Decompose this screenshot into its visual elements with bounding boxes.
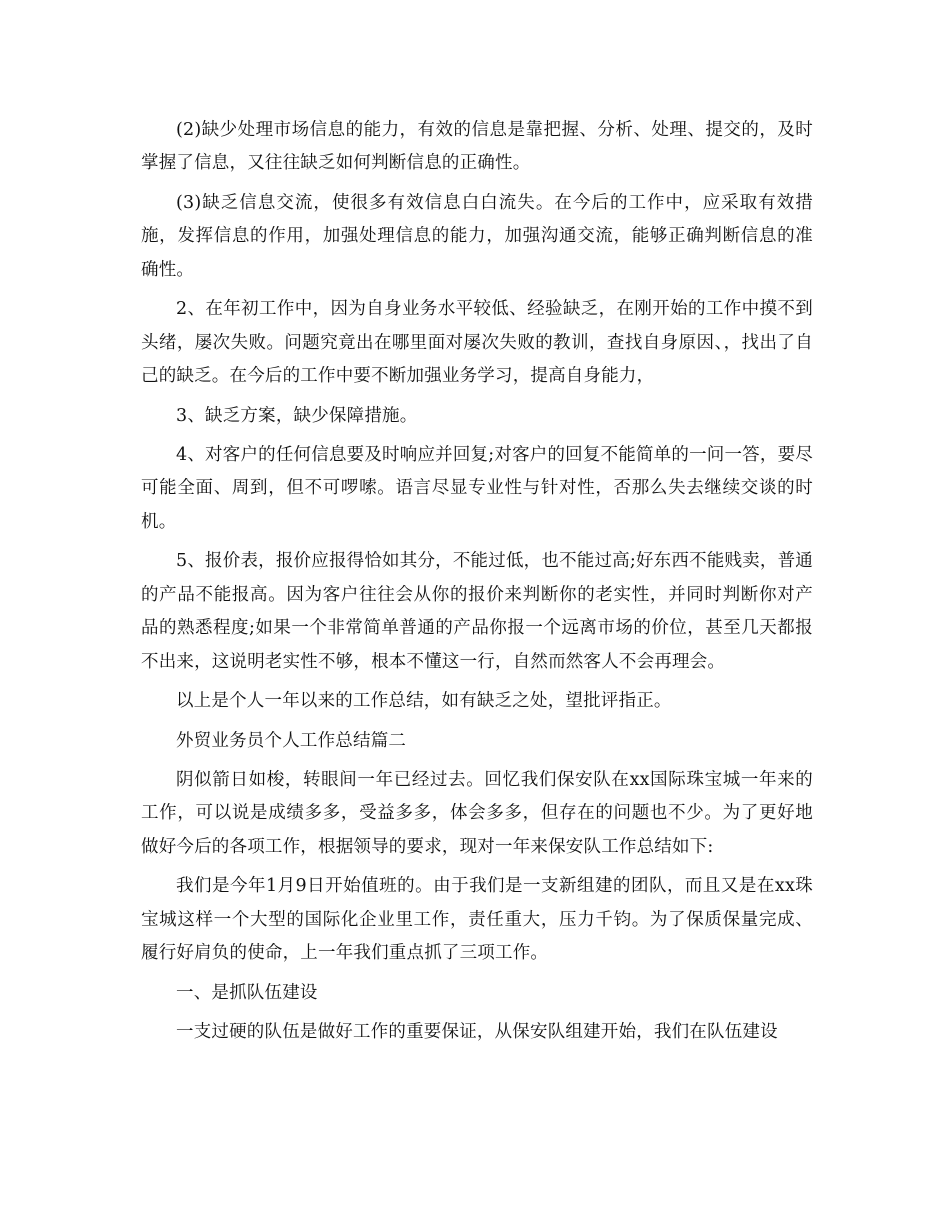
paragraph-item-2: 2、在年初工作中，因为自身业务水平较低、经验缺乏，在刚开始的工作中摸不到头绪，屡次失败。问题究竟出在哪里面对屡次失败的教训，查找自身原因、，找出了自己的缺乏。在今后的工作中要不断加强业务学习，提高自身能力，: [141, 299, 813, 387]
paragraph-closing: 以上是个人一年以来的工作总结，如有缺乏之处，望批评指正。: [176, 691, 672, 712]
heading-team-building: 一、是抓队伍建设: [176, 982, 318, 1003]
paragraph-intro: 阴似箭日如梭，转眼间一年已经过去。回忆我们保安队在xx国际珠宝城一年来的工作，可以说是成绩多多，受益多多，体会多多，但存在的问题也不少。为了更好地做好今后的各项工作，根据领导的要求，现对一年来保安队工作总结如下:: [141, 770, 813, 857]
paragraph-item-3: 3、缺乏方案，缺少保障措施。: [176, 405, 418, 426]
paragraph-weakness-3: (3)缺乏信息交流，使很多有效信息白白流失。在今后的工作中，应采取有效措施，发挥信息的作用，加强处理信息的能力，加强沟通交流，能够正确判断信息的准确性。: [141, 192, 813, 280]
paragraph-item-4: 4、对客户的任何信息要及时响应并回复;对客户的回复不能简单的一问一答，要尽可能全面、周到，但不可啰嗦。语言尽显专业性与针对性，否那么失去继续交谈的时机。: [141, 445, 813, 532]
section-title-part-two: 外贸业务员个人工作总结篇二: [176, 730, 407, 751]
paragraph-weakness-2: (2)缺少处理市场信息的能力，有效的信息是靠把握、分析、处理、提交的，及时掌握了信息，又往往缺乏如何判断信息的正确性。: [141, 120, 813, 174]
paragraph-start-date: 我们是今年1月9日开始值班的。由于我们是一支新组建的团队，而且又是在xx珠宝城这样一个大型的国际化企业里工作，责任重大，压力千钧。为了保质保量完成、履行好肩负的使命，上一年我们重点抓了三项工作。: [141, 876, 813, 964]
document-body: [141, 114, 813, 1056]
paragraph-item-5: 5、报价表，报价应报得恰如其分，不能过低，也不能过高;好东西不能贱卖，普通的产品不能报高。因为客户往往会从你的报价来判断你的老实性，并同时判断你对产品的熟悉程度;如果一个非常简单普通的产品你报一个远离市场的价位，甚至几天都报不出来，这说明老实性不够，根本不懂这一行，自然而然客人不会再理会。: [141, 551, 813, 672]
paragraph-team-building: 一支过硬的队伍是做好工作的重要保证，从保安队组建开始，我们在队伍建设: [176, 1022, 778, 1043]
